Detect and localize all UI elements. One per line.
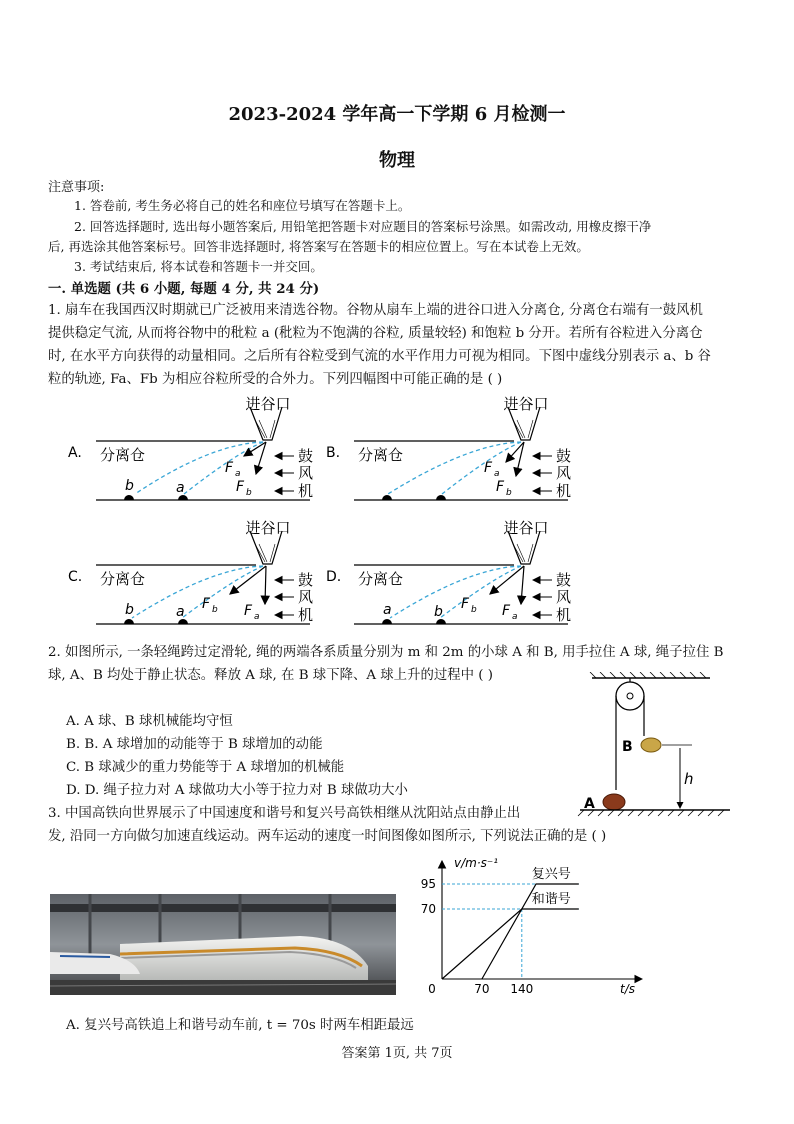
- notice-item: 3. 考试结束后, 将本试卷和答题卡一并交回。: [74, 259, 323, 274]
- svg-text:机: 机: [556, 606, 572, 624]
- svg-text:风: 风: [556, 588, 572, 606]
- q3-text: 发, 沿同一方向做匀加速直线运动。两车运动的速度一时间图像如图所示, 下列说法正确的是 ( ): [48, 829, 607, 844]
- svg-text:a: a: [176, 604, 185, 620]
- series-label: 复兴号: [531, 867, 571, 882]
- svg-text:F: F: [502, 603, 511, 619]
- pulley-figure: [570, 672, 740, 826]
- svg-text:机: 机: [556, 482, 572, 500]
- svg-text:分离仓: 分离仓: [100, 570, 146, 588]
- vt-chart: [420, 855, 650, 1004]
- notice-item: 1. 答卷前, 考生务必将自己的姓名和座位号填写在答题卡上。: [74, 198, 411, 213]
- svg-text:F: F: [496, 479, 505, 495]
- svg-text:F: F: [225, 460, 234, 476]
- q1-text: 时, 在水平方向获得的动量相同。之后所有谷粒受到气流的水平作用力可视为相同。下图中虚线分别表示 a、b 谷: [48, 349, 711, 364]
- train-photo: [50, 894, 396, 995]
- svg-text:F: F: [236, 479, 245, 495]
- x-tick-label: 70: [474, 982, 490, 996]
- x-tick-label: 0: [428, 982, 436, 996]
- svg-text:鼓: 鼓: [556, 447, 572, 465]
- q1-text: 1. 扇车在我国西汉时期就已广泛被用来清选谷物。谷物从扇车上端的进谷口进入分离仓, 分离仓右端有一鼓风机: [48, 303, 703, 318]
- exam-title: 2023-2024 学年高一下学期 6 月检测一: [228, 104, 566, 125]
- svg-text:b: b: [125, 602, 134, 618]
- option-a-diagram: [68, 395, 313, 500]
- svg-text:F: F: [484, 460, 493, 476]
- q2-text: 球, A、B 均处于静止状态。释放 A 球, 在 B 球下降、A 球上升的过程中 ( ): [48, 668, 493, 683]
- svg-text:b: b: [246, 488, 252, 498]
- height-label: h: [684, 770, 694, 788]
- svg-text:风: 风: [298, 464, 314, 482]
- notice-item: 2. 回答选择题时, 选出每小题答案后, 用铅笔把答题卡对应题目的答案标号涂黑。如需改动, 用橡皮擦干净: [74, 219, 652, 234]
- svg-text:F: F: [244, 603, 253, 619]
- q2-option-a: A. A 球、B 球机械能均守恒: [66, 714, 233, 729]
- svg-text:鼓: 鼓: [556, 571, 572, 589]
- option-b-diagram: [326, 395, 571, 500]
- q2-option-b: B. B. A 球增加的动能等于 B 球增加的动能: [66, 737, 323, 752]
- svg-text:a: a: [512, 612, 518, 622]
- q1-figure-svg: [60, 392, 600, 632]
- q3-text: 3. 中国高铁向世界展示了中国速度和谐号和复兴号高铁相继从沈阳站点由静止出: [48, 806, 521, 821]
- svg-text:b: b: [434, 604, 443, 620]
- option-c-label: C.: [68, 569, 83, 585]
- notice-heading: 注意事项:: [48, 180, 105, 195]
- q3-option-a: A. 复兴号高铁追上和谐号动车前, t = 70s 时两车相距最远: [66, 1018, 414, 1033]
- svg-text:鼓: 鼓: [298, 571, 314, 589]
- svg-text:F: F: [202, 596, 211, 612]
- svg-text:b: b: [506, 488, 512, 498]
- series-label: 和谐号: [531, 892, 571, 907]
- svg-text:机: 机: [298, 606, 314, 624]
- q2-option-c: C. B 球减少的重力势能等于 A 球增加的机械能: [66, 760, 345, 775]
- grain-a-label: a: [176, 480, 185, 496]
- svg-text:a: a: [383, 602, 392, 618]
- x-axis-label: t/s: [620, 982, 635, 996]
- svg-text:机: 机: [298, 482, 314, 500]
- option-d-label: D.: [326, 569, 342, 585]
- pulley-svg: [570, 672, 740, 822]
- option-a-label: A.: [68, 445, 82, 461]
- ball-b: [641, 738, 661, 752]
- option-b-label: B.: [326, 445, 341, 461]
- ball-b-label: B: [622, 739, 633, 755]
- svg-text:风: 风: [556, 464, 572, 482]
- q1-text: 粒的轨迹, Fa、Fb 为相应谷粒所受的合外力。下列四幅图中可能正确的是 ( ): [48, 372, 503, 387]
- svg-text:b: b: [212, 605, 218, 615]
- chamber-label: 分离仓: [100, 446, 146, 464]
- grain-b-label: b: [125, 478, 134, 494]
- q2-text: 2. 如图所示, 一条轻绳跨过定滑轮, 绳的两端各系质量分别为 m 和 2m 的小球 A 和 B, 用手拉住 A 球, 绳子拉住 B: [48, 645, 724, 660]
- x-tick-label: 140: [510, 982, 534, 996]
- q1-figure: [60, 392, 600, 636]
- svg-text:风: 风: [298, 588, 314, 606]
- page-footer: 答案第 1页, 共 7页: [341, 1046, 453, 1061]
- q1-text: 提供稳定气流, 从而将谷物中的秕粒 a (秕粒为不饱满的谷粒, 质量较轻) 和饱粒 b 分开。若所有谷粒进入分离仓: [48, 326, 703, 341]
- y-tick-label: 70: [420, 902, 436, 916]
- svg-text:a: a: [235, 469, 241, 479]
- section-heading: 一. 单选题 (共 6 小题, 每题 4 分, 共 24 分): [48, 281, 320, 297]
- svg-text:b: b: [471, 605, 477, 615]
- ball-a: [603, 794, 625, 810]
- svg-text:进谷口: 进谷口: [503, 519, 549, 537]
- svg-text:鼓: 鼓: [298, 447, 314, 465]
- y-axis-label: v/m·s⁻¹: [454, 856, 499, 870]
- ball-a-label: A: [584, 796, 595, 812]
- option-c-diagram: [68, 519, 313, 624]
- svg-text:进谷口: 进谷口: [503, 395, 549, 413]
- svg-text:分离仓: 分离仓: [358, 446, 404, 464]
- subject-title: 物理: [379, 150, 415, 171]
- inlet-label: 进谷口: [245, 395, 291, 413]
- svg-text:进谷口: 进谷口: [245, 519, 291, 537]
- vt-chart-svg: [420, 855, 650, 1000]
- svg-text:a: a: [254, 612, 260, 622]
- svg-text:F: F: [461, 596, 470, 612]
- y-tick-label: 95: [420, 877, 436, 891]
- notice-item: 后, 再选涂其他答案标号。回答非选择题时, 将答案写在答题卡的相应位置上。写在本试卷上无效。: [48, 239, 589, 254]
- option-d-diagram: [326, 519, 571, 624]
- q2-option-d: D. D. 绳子拉力对 A 球做功大小等于拉力对 B 球做功大小: [66, 783, 408, 798]
- svg-text:a: a: [494, 469, 500, 479]
- svg-text:分离仓: 分离仓: [358, 570, 404, 588]
- series-line: [442, 909, 579, 979]
